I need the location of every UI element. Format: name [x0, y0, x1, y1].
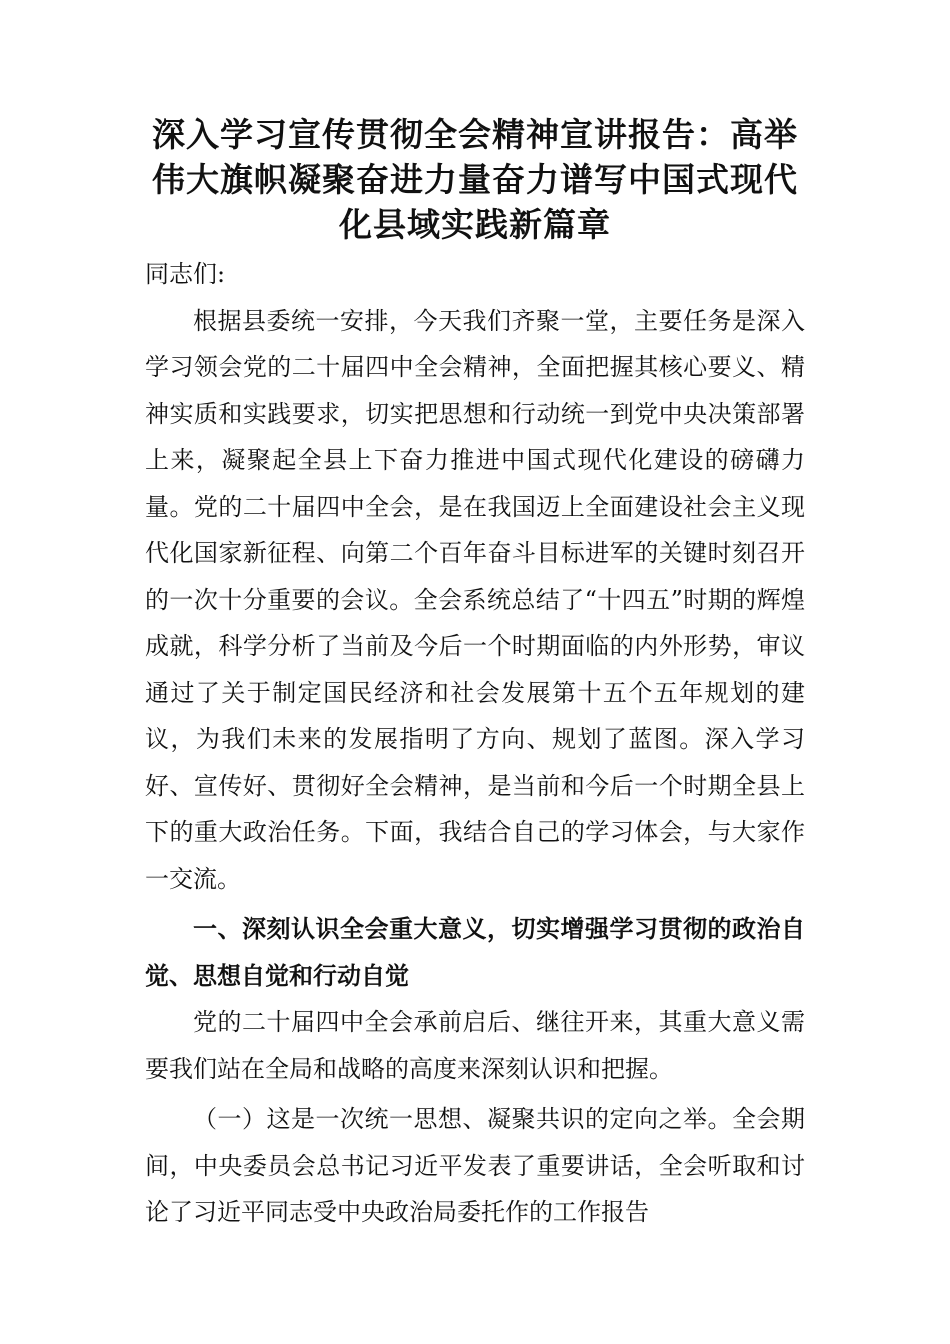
section-paragraph: 党的二十届四中全会承前启后、继往开来，其重大意义需要我们站在全局和战略的高度来深刻认识和把握。	[145, 1008, 805, 1083]
subsection-paragraph: （一）这是一次统一思想、凝聚共识的定向之举。全会期间，中央委员会总书记习近平发表了重要讲话，全会听取和讨论了习近平同志受中央政治局委托作的工作报告	[145, 1105, 805, 1226]
document-title: 深入学习宣传贯彻全会精神宣讲报告：高举伟大旗帜凝聚奋进力量奋力谱写中国式现代化县域实践新篇章	[152, 115, 798, 244]
document-page	[145, 112, 805, 1236]
section-heading: 一、深刻认识全会重大意义，切实增强学习贯彻的政治自觉、思想自觉和行动自觉	[145, 915, 805, 990]
salutation: 同志们:	[145, 260, 226, 288]
intro-paragraph: 根据县委统一安排，今天我们齐聚一堂，主要任务是深入学习领会党的二十届四中全会精神，全面把握其核心要义、精神实质和实践要求，切实把思想和行动统一到党中央决策部署上来，凝聚起全县上下奋力推进中国式现代化建设的磅礴力量。党的二十届四中全会，是在我国迈上全面建设社会主义现代化国家新征程、向第二个百年奋斗目标进军的关键时刻召开的一次十分重要的会议。全会系统总结了“十四五”时期的辉煌成就，科学分析了当前及今后一个时期面临的内外形势，审议通过了关于制定国民经济和社会发展第十五个五年规划的建议，为我们未来的发展指明了方向、规划了蓝图。深入学习好、宣传好、贯彻好全会精神，是当前和今后一个时期全县上下的重大政治任务。下面，我结合自己的学习体会，与大家作一交流。	[145, 306, 805, 893]
